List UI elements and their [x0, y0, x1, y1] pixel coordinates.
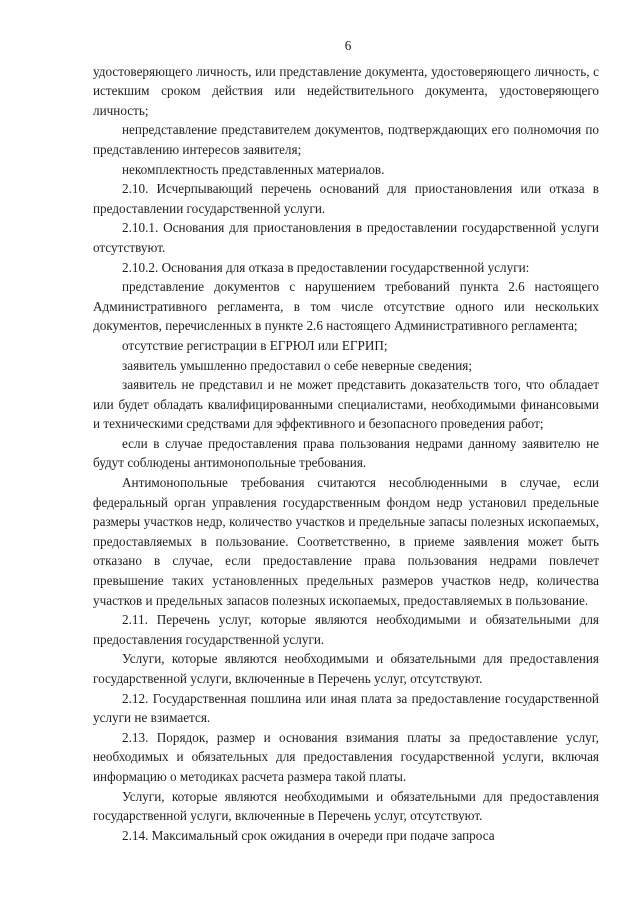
paragraph: 2.12. Государственная пошлина или иная плата за предоставление государственной услуги не взимается. — [93, 690, 599, 726]
paragraph: непредставление представителем документов, подтверждающих его полномочия по представлению интересов заявителя; — [93, 122, 599, 157]
paragraph: если в случае предоставления права пользования недрами данному заявителю не будут соблюдены антимонопольные требования. — [93, 435, 599, 471]
paragraph: 2.13. Порядок, размер и основания взимания платы за предоставление услуг, необходимых и обязательных для предоставления государственной услуги, включая информацию о методиках расчета размера такой платы. — [93, 729, 599, 784]
paragraph: некомплектность представленных материалов. — [122, 161, 385, 177]
paragraph: удостоверяющего личность, или представление документа, удостоверяющего личность, с истекшим сроком действия или недействительного документа, удостоверяющего личность; — [93, 63, 599, 118]
paragraph: заявитель умышленно предоставил о себе неверные сведения; — [122, 357, 473, 373]
paragraph: представление документов с нарушением требований пункта 2.6 настоящего Административного регламента, в том числе отсутствие одного или нескольких документов, перечисленных в пункте 2.6 настоящего Административного регламента; — [93, 279, 599, 334]
paragraph: 2.14. Максимальный срок ожидания в очереди при подаче запроса — [122, 827, 495, 843]
paragraph: 2.11. Перечень услуг, которые являются необходимыми и обязательными для предоставления государственной услуги. — [93, 612, 599, 647]
paragraph: 2.10.2. Основания для отказа в предоставлении государственной услуги: — [122, 259, 530, 275]
paragraph: 2.10. Исчерпывающий перечень оснований для приостановления или отказа в предоставлении государственной услуги. — [93, 181, 599, 216]
paragraph: 2.10.1. Основания для приостановления в предоставлении государственной услуги отсутствуют. — [93, 220, 599, 255]
paragraph: Услуги, которые являются необходимыми и обязательными для предоставления государственной услуги, включенные в Перечень услуг, отсутствуют. — [93, 651, 599, 686]
document-body — [93, 62, 599, 846]
paragraph: Антимонопольные требования считаются несоблюденными в случае, если федеральный орган управления государственным фондом недр установил предельные размеры участков недр, количество участков и предельные запасы полезных ископаемых, предоставляемых в пользование. Соответственно, в приеме заявления может быть отказано в случае, если предоставление права пользования недрами повлечет превышение таких установленных предельных размеров участков недр, количества участков и предельных запасов полезных ископаемых, предоставляемых в пользование. — [93, 475, 599, 608]
page-number: 6 — [344, 38, 352, 53]
paragraph: заявитель не представил и не может представить доказательств того, что обладает или будет обладать квалифицированными специалистами, необходимыми финансовыми и техническими средствами для эффективного и безопасного проведения работ; — [93, 377, 599, 432]
paragraph: Услуги, которые являются необходимыми и обязательными для предоставления государственной услуги, включенные в Перечень услуг, отсутствуют. — [93, 788, 599, 824]
paragraph: отсутствие регистрации в ЕГРЮЛ или ЕГРИП; — [122, 337, 388, 353]
document-page — [93, 36, 599, 845]
